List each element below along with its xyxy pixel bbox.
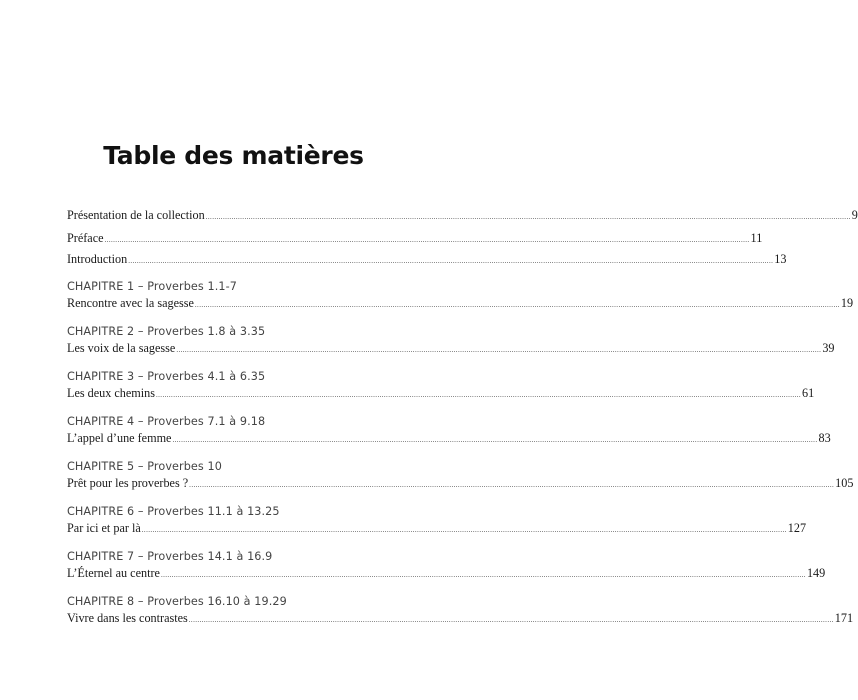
toc-entry-label: L’Éternel au centre	[67, 566, 160, 580]
toc-entry[interactable]	[67, 611, 854, 627]
toc-entry-page: 149	[806, 566, 826, 580]
toc-entry-label: Introduction	[67, 252, 128, 266]
toc-entry-page: 61	[802, 386, 815, 400]
toc-entry[interactable]	[67, 386, 815, 402]
toc-entry[interactable]	[67, 431, 831, 447]
dot-leader: ............................................................................................................................................................................................................................................................................................................	[104, 236, 750, 244]
dot-leader: ............................................................................................................................................................................................................................................................................................................	[188, 616, 834, 624]
chapter-heading: CHAPITRE 3 – Proverbes 4.1 à 6.35	[67, 370, 266, 383]
dot-leader: ............................................................................................................................................................................................................................................................................................................	[156, 391, 801, 399]
toc-entry-page: 105	[835, 476, 854, 490]
toc-entry-label: Les voix de la sagesse	[67, 341, 176, 355]
toc-entry[interactable]	[67, 341, 835, 357]
toc-entry-page: 171	[834, 611, 854, 625]
toc-entry-page: 11	[750, 231, 763, 245]
toc-entry-label: L’appel d’une femme	[67, 431, 172, 445]
dot-leader: ............................................................................................................................................................................................................................................................................................................	[176, 346, 822, 354]
dot-leader: ............................................................................................................................................................................................................................................................................................................	[172, 436, 818, 444]
toc-entry[interactable]	[67, 296, 854, 312]
toc-entry[interactable]	[67, 521, 807, 537]
dot-leader: ............................................................................................................................................................................................................................................................................................................	[141, 526, 787, 534]
toc-entry[interactable]	[67, 476, 854, 492]
toc-entry-page: 39	[822, 341, 835, 355]
toc-entry-label: Préface	[67, 231, 104, 245]
toc-entry-label: Par ici et par là	[67, 521, 141, 535]
dot-leader: ............................................................................................................................................................................................................................................................................................................	[205, 213, 851, 221]
toc-entry[interactable]	[67, 208, 858, 224]
toc-entry-label: Les deux chemins	[67, 386, 155, 400]
toc-entry-page: 13	[774, 252, 787, 266]
chapter-heading: CHAPITRE 6 – Proverbes 11.1 à 13.25	[67, 505, 280, 518]
chapter-heading: CHAPITRE 1 – Proverbes 1.1-7	[67, 280, 237, 293]
toc-entry-page: 83	[818, 431, 831, 445]
toc-entry[interactable]	[67, 566, 826, 582]
toc-entry-label: Rencontre avec la sagesse	[67, 296, 194, 310]
chapter-heading: CHAPITRE 7 – Proverbes 14.1 à 16.9	[67, 550, 273, 563]
toc-entry[interactable]	[67, 252, 787, 268]
dot-leader: ............................................................................................................................................................................................................................................................................................................	[128, 257, 774, 265]
dot-leader: ............................................................................................................................................................................................................................................................................................................	[160, 571, 806, 579]
toc-entry-label: Prêt pour les proverbes ?	[67, 476, 189, 490]
toc-entry-page: 127	[787, 521, 807, 535]
dot-leader: ............................................................................................................................................................................................................................................................................................................	[189, 481, 835, 489]
toc-entry-page: 9	[851, 208, 858, 222]
chapter-heading: CHAPITRE 4 – Proverbes 7.1 à 9.18	[67, 415, 266, 428]
toc-entry-page: 19	[840, 296, 854, 310]
toc-entry-label: Vivre dans les contrastes	[67, 611, 188, 625]
chapter-heading: CHAPITRE 5 – Proverbes 10	[67, 460, 222, 473]
page-title: Table des matières	[103, 141, 364, 170]
toc-entry[interactable]	[67, 231, 763, 247]
dot-leader: ............................................................................................................................................................................................................................................................................................................	[194, 301, 840, 309]
chapter-heading: CHAPITRE 8 – Proverbes 16.10 à 19.29	[67, 595, 287, 608]
chapter-heading: CHAPITRE 2 – Proverbes 1.8 à 3.35	[67, 325, 266, 338]
toc-entry-label: Présentation de la collection	[67, 208, 205, 222]
